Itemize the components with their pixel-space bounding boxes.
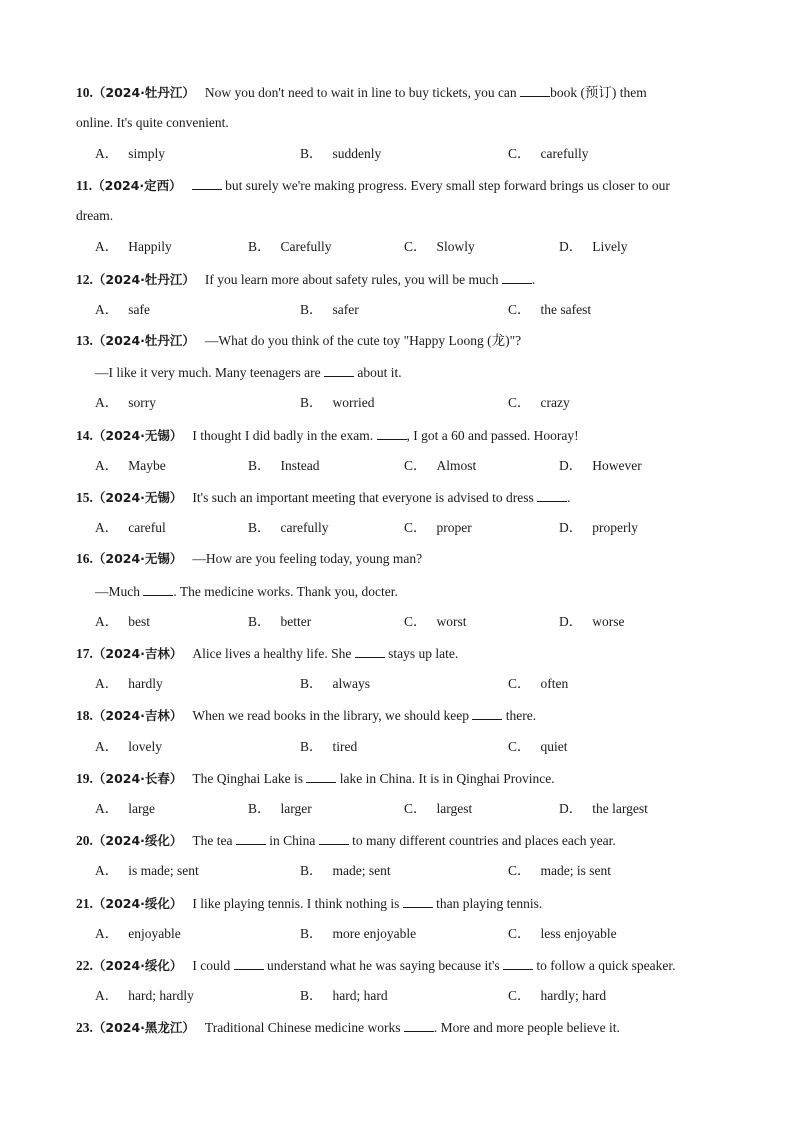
- option-a: A． hard; hardly: [95, 988, 194, 1003]
- question-14-options: [95, 456, 734, 476]
- stem-text: If you learn more about safety rules, you will be much: [204, 272, 502, 287]
- stem-text: I could: [192, 958, 234, 973]
- option-b: B． Carefully: [248, 239, 332, 254]
- question-19-stem: [76, 768, 734, 788]
- stem-text: Alice lives a healthy life. She: [192, 646, 355, 661]
- answer-blank: [234, 955, 264, 970]
- option-b: B． made; sent: [300, 863, 391, 878]
- question-15-options: [95, 518, 734, 538]
- option-c: C． Slowly: [404, 239, 475, 254]
- question-source: （2024·长春）: [92, 771, 183, 786]
- option-c: C． less enjoyable: [508, 926, 617, 941]
- question-source: （2024·绥化）: [92, 833, 183, 848]
- question-20-options: [95, 861, 734, 881]
- stem-text: . More and more people believe it.: [433, 1020, 620, 1035]
- question-12-options: [95, 300, 734, 320]
- question-number: 19.: [76, 771, 93, 786]
- option-a: A． is made; sent: [95, 863, 199, 878]
- option-b: B． Instead: [248, 458, 320, 473]
- answer-blank: [192, 175, 222, 190]
- stem-text: The tea: [192, 833, 236, 848]
- question-number: 23.: [76, 1020, 93, 1035]
- option-b: B． better: [248, 614, 312, 629]
- option-b: B． safer: [300, 302, 359, 317]
- question-number: 12.: [76, 272, 93, 287]
- question-10-stem: [76, 82, 734, 102]
- question-11-stem: [76, 175, 734, 195]
- stem-text: understand what he was saying because it's: [263, 958, 504, 973]
- option-a: A． Maybe: [95, 458, 166, 473]
- stem-text: Now you don't need to wait in line to buy tickets, you can: [204, 85, 521, 100]
- question-13-stem: [76, 331, 734, 351]
- stem-text: than playing tennis.: [432, 896, 543, 911]
- question-number: 22.: [76, 958, 93, 973]
- answer-blank: [537, 487, 567, 502]
- stem-text: I thought I did badly in the exam.: [192, 428, 377, 443]
- question-number: 10.: [76, 85, 93, 100]
- question-16-stem: [76, 549, 734, 569]
- question-18-options: [95, 737, 734, 757]
- option-d: D． Lively: [559, 239, 628, 254]
- answer-blank: [377, 425, 407, 440]
- question-number: 14.: [76, 428, 93, 443]
- stem-text: It's such an important meeting that everyone is advised to dress: [192, 490, 538, 505]
- option-b: B． worried: [300, 395, 375, 410]
- stem-text: there.: [502, 708, 537, 723]
- question-source: （2024·吉林）: [92, 708, 183, 723]
- answer-blank: [236, 830, 266, 845]
- option-c: C． quiet: [508, 739, 568, 754]
- option-a: A． careful: [95, 520, 166, 535]
- question-20-stem: [76, 830, 734, 850]
- option-b: B． suddenly: [300, 146, 382, 161]
- question-source: （2024·牡丹江）: [92, 272, 195, 287]
- option-a: A． best: [95, 614, 150, 629]
- question-15-stem: [76, 487, 734, 507]
- option-c: C． made; is sent: [508, 863, 612, 878]
- option-a: A． simply: [95, 146, 166, 161]
- option-b: B． larger: [248, 801, 312, 816]
- question-number: 11.: [76, 178, 93, 193]
- stem-text: to many different countries and places each year.: [348, 833, 616, 848]
- answer-blank: [355, 643, 385, 658]
- question-21-options: [95, 924, 734, 944]
- stem-text: book (预订) them: [550, 85, 647, 100]
- question-11-options: [95, 237, 734, 257]
- question-23-stem: [76, 1017, 734, 1037]
- option-c: C． largest: [404, 801, 473, 816]
- question-source: （2024·牡丹江）: [92, 85, 195, 100]
- question-18-stem: [76, 705, 734, 725]
- question-number: 21.: [76, 896, 93, 911]
- option-c: C． often: [508, 676, 569, 691]
- answer-blank: [520, 82, 550, 97]
- option-a: A． hardly: [95, 676, 163, 691]
- stem-text: in China: [265, 833, 319, 848]
- option-c: C． proper: [404, 520, 472, 535]
- option-d: D． However: [559, 458, 642, 473]
- question-10-options: [95, 144, 734, 164]
- question-12-stem: [76, 269, 734, 289]
- question-source: （2024·定西）: [92, 178, 182, 193]
- question-number: 17.: [76, 646, 93, 661]
- question-number: 16.: [76, 551, 93, 566]
- question-22-stem: [76, 955, 734, 975]
- question-number: 13.: [76, 333, 93, 348]
- stem-text: lake in China. It is in Qinghai Province.: [336, 771, 555, 786]
- question-16-options: [95, 612, 734, 632]
- option-a: A． lovely: [95, 739, 162, 754]
- answer-blank: [403, 893, 433, 908]
- option-a: A． large: [95, 801, 155, 816]
- question-source: （2024·牡丹江）: [92, 333, 195, 348]
- question-17-options: [95, 674, 734, 694]
- stem-text: stays up late.: [384, 646, 459, 661]
- option-c: C． worst: [404, 614, 467, 629]
- question-11-continuation: dream.: [76, 208, 114, 223]
- option-a: A． enjoyable: [95, 926, 181, 941]
- question-19-options: [95, 799, 734, 819]
- stem-text: .: [567, 490, 571, 505]
- question-source: （2024·无锡）: [92, 428, 183, 443]
- question-16-continuation: —Much . The medicine works. Thank you, docter.: [95, 581, 734, 601]
- option-d: D． worse: [559, 614, 625, 629]
- option-b: B． carefully: [248, 520, 329, 535]
- question-source: （2024·黑龙江）: [92, 1020, 195, 1035]
- question-source: （2024·绥化）: [92, 958, 183, 973]
- option-c: C． hardly; hard: [508, 988, 607, 1003]
- question-number: 18.: [76, 708, 93, 723]
- option-a: A． Happily: [95, 239, 172, 254]
- answer-blank: [319, 830, 349, 845]
- option-c: C． crazy: [508, 395, 570, 410]
- option-a: A． safe: [95, 302, 150, 317]
- option-b: B． tired: [300, 739, 358, 754]
- question-22-options: [95, 986, 734, 1006]
- answer-blank: [502, 269, 532, 284]
- stem-text: The Qinghai Lake is: [192, 771, 307, 786]
- stem-text: —What do you think of the cute toy "Happy Loong (龙)"?: [204, 333, 522, 348]
- stem-text: , I got a 60 and passed. Hooray!: [406, 428, 579, 443]
- option-c: C． Almost: [404, 458, 477, 473]
- answer-blank: [503, 955, 533, 970]
- option-a: A． sorry: [95, 395, 156, 410]
- stem-text: I like playing tennis. I think nothing is: [192, 896, 403, 911]
- option-d: D． properly: [559, 520, 638, 535]
- option-c: C． the safest: [508, 302, 592, 317]
- stem-text: —How are you feeling today, young man?: [192, 551, 423, 566]
- option-b: B． always: [300, 676, 371, 691]
- option-d: D． the largest: [559, 801, 648, 816]
- stem-text: Traditional Chinese medicine works: [204, 1020, 404, 1035]
- option-c: C． carefully: [508, 146, 589, 161]
- question-13-continuation: —I like it very much. Many teenagers are about it.: [95, 362, 734, 382]
- answer-blank: [306, 768, 336, 783]
- question-number: 20.: [76, 833, 93, 848]
- question-source: （2024·无锡）: [92, 490, 183, 505]
- question-number: 15.: [76, 490, 93, 505]
- question-source: （2024·绥化）: [92, 896, 183, 911]
- answer-blank: [143, 581, 173, 596]
- question-source: （2024·吉林）: [92, 646, 183, 661]
- stem-text: .: [531, 272, 536, 287]
- option-b: B． more enjoyable: [300, 926, 417, 941]
- stem-text: When we read books in the library, we should keep: [192, 708, 473, 723]
- answer-blank: [404, 1017, 434, 1032]
- question-13-options: [95, 393, 734, 413]
- stem-text: to follow a quick speaker.: [533, 958, 676, 973]
- question-source: （2024·无锡）: [92, 551, 183, 566]
- answer-blank: [472, 705, 502, 720]
- answer-blank: [324, 362, 354, 377]
- question-10-continuation: online. It's quite convenient.: [76, 115, 229, 130]
- question-17-stem: [76, 643, 734, 663]
- question-14-stem: [76, 425, 734, 445]
- option-b: B． hard; hard: [300, 988, 388, 1003]
- question-21-stem: [76, 893, 734, 913]
- stem-text: but surely we're making progress. Every small step forward brings us closer to our: [221, 178, 670, 193]
